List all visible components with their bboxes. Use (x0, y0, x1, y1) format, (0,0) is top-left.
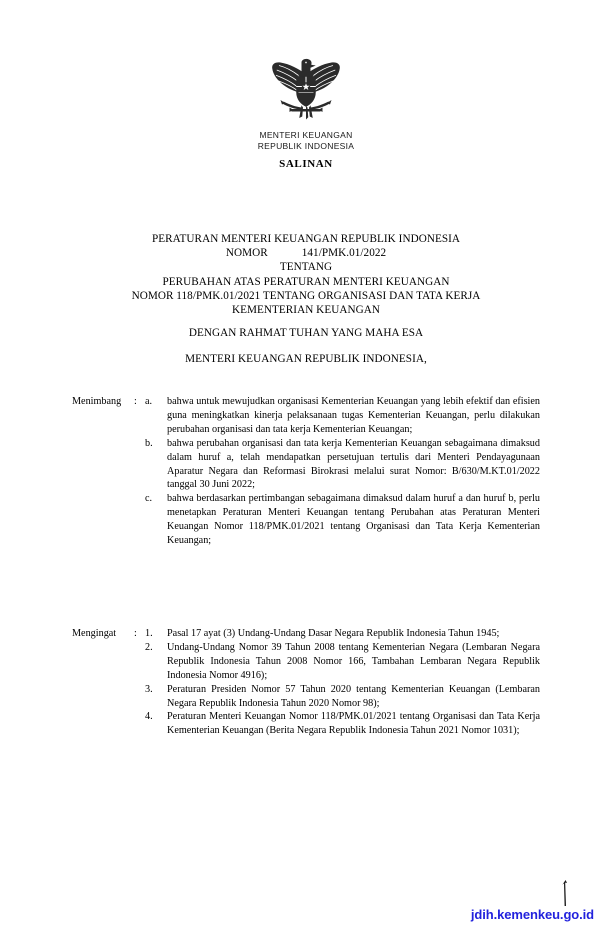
legal-basis-section (72, 627, 540, 738)
clause-text: Peraturan Presiden Nomor 57 Tahun 2020 tentang Kementerian Keuangan (Lembaran Negara Republik Indonesia Tahun 2020 Nomor 98); (167, 683, 540, 709)
clause-text: bahwa untuk mewujudkan organisasi Kementerian Keuangan yang lebih efektif dan efisien guna meningkatkan kinerja pelaksanaan tugas Kementerian Keuangan, perlu dilakukan perubahan organisasi dan tata kerja Kementerian Keuangan; (167, 396, 540, 435)
clause-text: bahwa berdasarkan pertimbangan sebagaimana dimaksud dalam huruf a dan huruf b, perlu menetapkan Peraturan Menteri Keuangan tentang Perubahan atas Peraturan Menteri Keuangan Nomor 118/PMK.01/2021 tentang Organisasi dan Tata Kerja Kementerian Keuangan; (167, 493, 540, 547)
clause-item (72, 683, 540, 711)
clause-text: bahwa perubahan organisasi dan tata kerja Kementerian Keuangan sebagaimana dimaksud dalam huruf a, telah mendapatkan persetujuan tertulis dari Menteri Pendayagunaan Aparatur Negara dan Reformasi Birokrasi melalui surat Nomor: B/630/M.KT.01/2022 tanggal 30 Juni 2022; (167, 437, 540, 491)
clause-item (72, 492, 540, 548)
considerations-label: Menimbang (72, 396, 122, 407)
clause-item (72, 395, 540, 437)
clause-marker: 1. (145, 628, 153, 639)
clause-marker: 2. (145, 641, 153, 653)
ministry-line-1: MENTERI KEUANGAN (259, 130, 353, 140)
clause-marker: 3. (145, 683, 153, 695)
clause-text: Undang-Undang Nomor 39 Tahun 2008 tentang Kementerian Negara (Lembaran Negara Republik Indonesia Tahun 2008 Nomor 166, Tambahan Lembaran Negara Republik Indonesia Nomor 4916); (167, 641, 540, 681)
title-line-1: PERATURAN MENTERI KEUANGAN REPUBLIK INDONESIA (151, 233, 461, 245)
issuer-line: MENTERI KEUANGAN REPUBLIK INDONESIA, (185, 353, 427, 365)
title-line-5: NOMOR 118/PMK.01/2021 TENTANG ORGANISASI DAN TATA KERJA (131, 289, 481, 302)
title-line-6: KEMENTERIAN KEUANGAN (232, 304, 380, 317)
nomor-value: 141/PMK.01/2022 (301, 247, 387, 260)
document-title-block (36, 232, 576, 317)
legal-basis-label: Mengingat (72, 628, 117, 639)
legal-basis-colon: : (134, 628, 137, 639)
clause-item (72, 627, 540, 641)
ministry-name (0, 130, 612, 152)
nomor-label: NOMOR (225, 247, 268, 260)
copy-mark: SALINAN (279, 158, 333, 170)
considerations-section (72, 395, 540, 548)
clause-marker: a. (145, 396, 153, 407)
jdih-watermark-url: jdih.kemenkeu.go.id (470, 907, 594, 922)
clause-marker: c. (145, 493, 153, 505)
clause-item (72, 710, 540, 738)
clause-marker: 4. (145, 711, 153, 723)
considerations-colon: : (134, 396, 137, 407)
title-line-4: PERUBAHAN ATAS PERATURAN MENTERI KEUANGAN (162, 275, 450, 288)
clause-item (72, 437, 540, 493)
invocation-line: DENGAN RAHMAT TUHAN YANG MAHA ESA (188, 327, 424, 339)
title-nomor-line (36, 246, 576, 260)
title-line-3: TENTANG (279, 261, 333, 274)
clause-item (72, 641, 540, 683)
letterhead (0, 58, 612, 170)
garuda-pancasila-emblem (268, 58, 344, 124)
clause-text: Peraturan Menteri Keuangan Nomor 118/PMK.01/2021 tentang Organisasi dan Tata Kerja Kementerian Keuangan (Berita Negara Republik Indonesia Tahun 2021 Nomor 1031); (167, 711, 540, 737)
clause-marker: b. (145, 437, 153, 449)
scan-artifact-mark (561, 880, 570, 906)
clause-text: Pasal 17 ayat (3) Undang-Undang Dasar Negara Republik Indonesia Tahun 1945; (167, 628, 500, 639)
ministry-line-2: REPUBLIK INDONESIA (257, 141, 355, 151)
